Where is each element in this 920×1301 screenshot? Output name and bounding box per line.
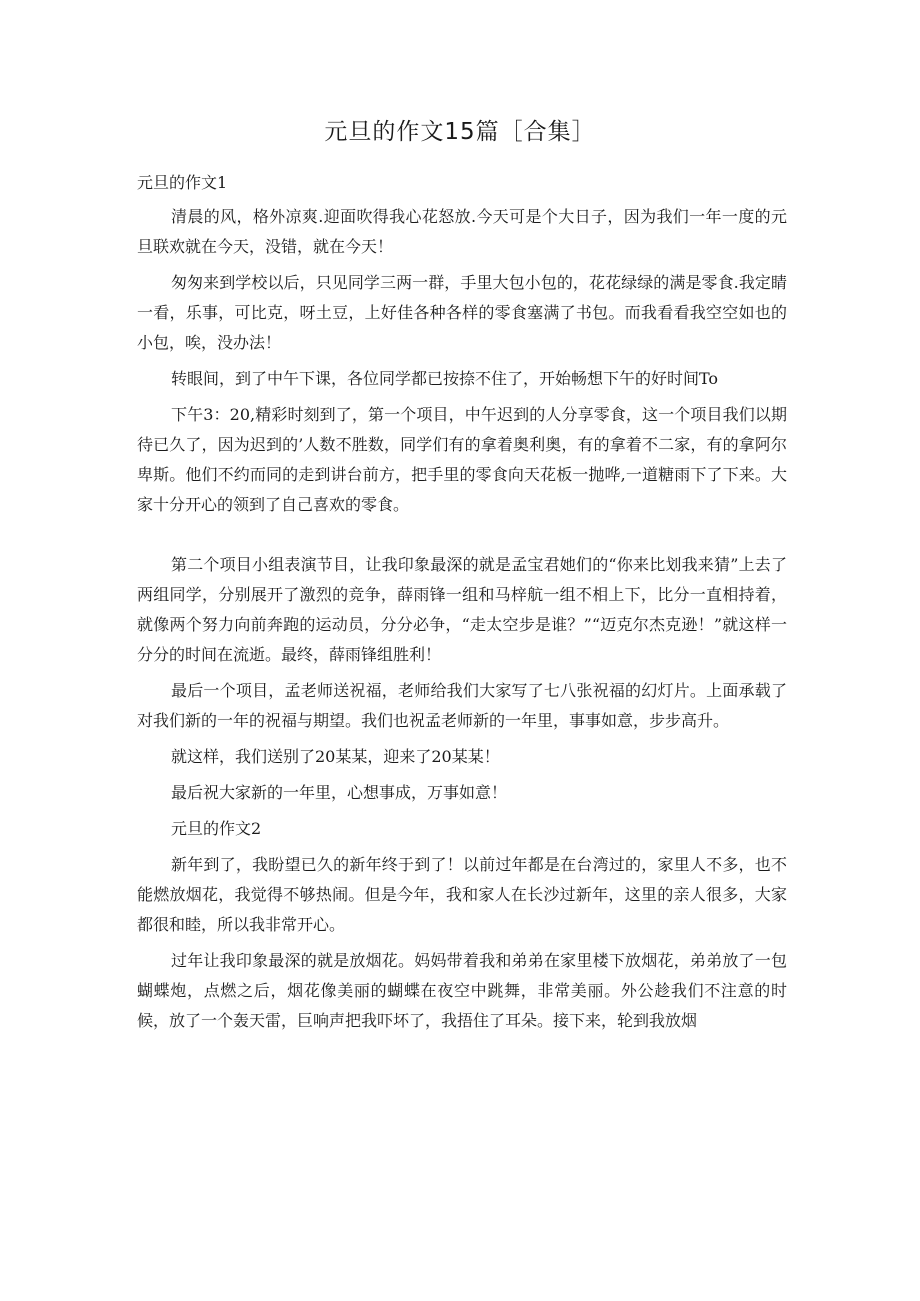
essay-1-heading: 元旦的作文1 xyxy=(137,173,228,192)
essay-1-paragraph-4: 下午3：20,精彩时刻到了，第一个项目，中午迟到的人分享零食，这一个项目我们以期待已久了，因为迟到的’人数不胜数，同学们有的拿着奥利奥，有的拿着不二家，有的拿阿尔卑斯。他们不约而同的走到讲台前方，把手里的零食向天花板一抛哗,一道糖雨下了下来。大家十分开心的领到了自己喜欢的零食。 xyxy=(137,405,787,514)
essay-1-paragraph-5: 第二个项目小组表演节目，让我印象最深的就是孟宝君她们的“你来比划我来猜”上去了两组同学，分别展开了激烈的竞争，薛雨锋一组和马梓航一组不相上下，比分一直相持着，就像两个努力向前奔跑的运动员，分分必争，“走太空步是谁？”“迈克尔杰克逊！”就这样一分分的时间在流逝。最终，薛雨锋组胜利！ xyxy=(137,555,787,664)
essay-2-heading: 元旦的作文2 xyxy=(171,819,262,838)
essay-1-paragraph-7: 就这样，我们送别了20某某，迎来了20某某！ xyxy=(171,747,500,766)
essay-1-paragraph-8: 最后祝大家新的一年里，心想事成，万事如意！ xyxy=(171,783,508,802)
document-title: 元旦的作文15篇［合集］ xyxy=(324,119,596,145)
essay-1-paragraph-1: 清晨的风，格外凉爽.迎面吹得我心花怒放.今天可是个大日子，因为我们一年一度的元旦联欢就在今天，没错，就在今天！ xyxy=(137,207,787,256)
essay-1-paragraph-6: 最后一个项目，孟老师送祝福，老师给我们大家写了七八张祝福的幻灯片。上面承载了对我们新的一年的祝福与期望。我们也祝孟老师新的一年里，事事如意，步步高升。 xyxy=(137,681,787,730)
essay-1-paragraph-3: 转眼间，到了中午下课，各位同学都已按捺不住了，开始畅想下午的好时间To xyxy=(171,369,719,388)
essay-2-paragraph-1: 新年到了，我盼望已久的新年终于到了！以前过年都是在台湾过的，家里人不多，也不能燃放烟花，我觉得不够热闹。但是今年，我和家人在长沙过新年，这里的亲人很多，大家都很和睦，所以我非常开心。 xyxy=(137,855,787,934)
essay-1-paragraph-2: 匆匆来到学校以后，只见同学三两一群，手里大包小包的，花花绿绿的满是零食.我定睛一看，乐事，可比克，呀土豆，上好佳各种各样的零食塞满了书包。而我看看我空空如也的小包，唉，没办法！ xyxy=(137,273,787,352)
document-body xyxy=(137,168,787,1042)
essay-2-paragraph-2: 过年让我印象最深的就是放烟花。妈妈带着我和弟弟在家里楼下放烟花，弟弟放了一包蝴蝶炮，点燃之后，烟花像美丽的蝴蝶在夜空中跳舞，非常美丽。外公趁我们不注意的时候，放了一个轰天雷，巨响声把我吓坏了，我捂住了耳朵。接下来，轮到我放烟 xyxy=(137,951,787,1030)
